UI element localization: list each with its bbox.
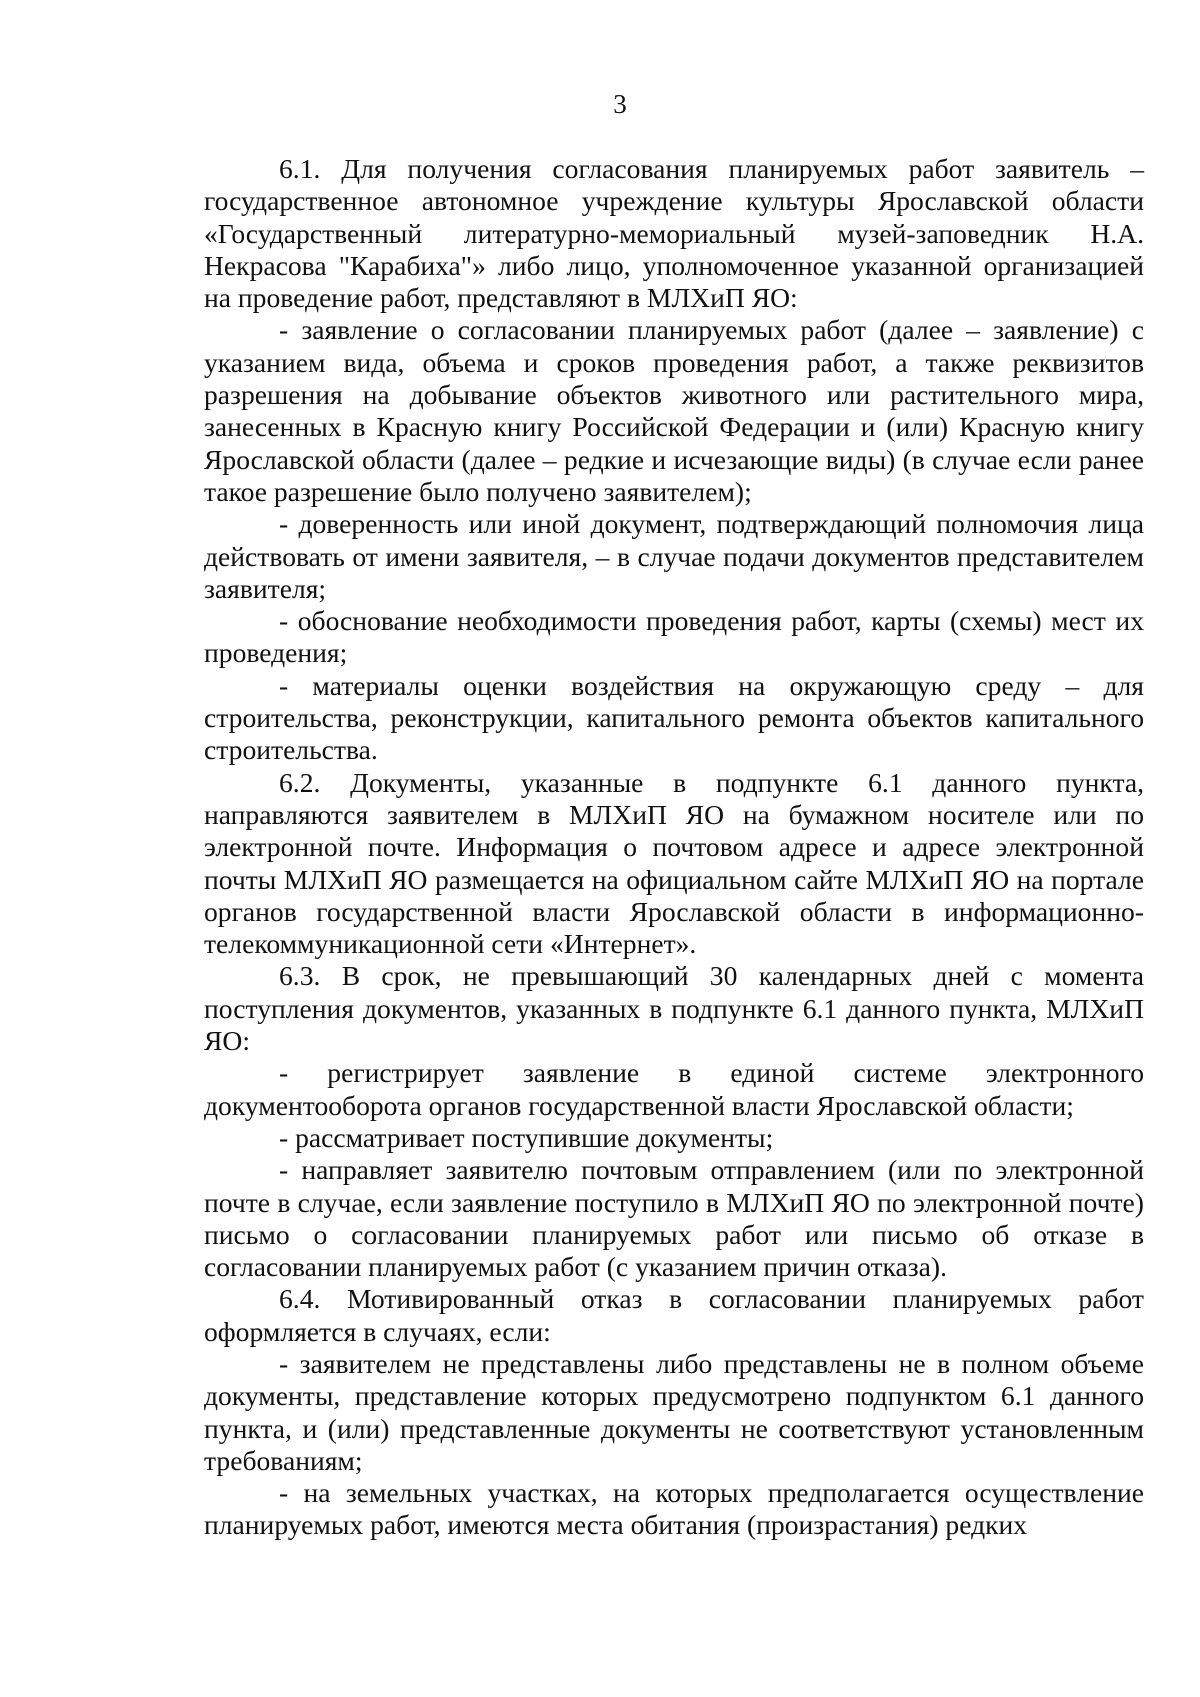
list-item-power-of-attorney: - доверенность или иной документ, подтверждающий полномочия лица действовать от имени заявителя, – в случае подачи документов представителем заявителя; [204,508,1144,604]
document-body [204,153,1144,1542]
paragraph-6-4: 6.4. Мотивированный отказ в согласовании планируемых работ оформляется в случаях, если: [204,1283,1144,1347]
list-item-reviews: - рассматривает поступившие документы; [279,1121,774,1153]
list-item-impact-assessment: - материалы оценки воздействия на окружающую среду – для строительства, реконструкции, капитального ремонта объектов капитального строительства. [204,669,1144,766]
list-item-application: - заявление о согласовании планируемых работ (далее – заявление) с указанием вида, объема и сроков проведения работ, а также реквизитов разрешения на добывание объектов животного или растительного мира, занесенных в Красную книгу Российской Федерации и (или) Красную книгу Ярославской области (далее – редкие и исчезающие виды) (в случае если ранее такое разрешение было получено заявителем); [204,314,1144,507]
list-item-habitats: - на земельных участках, на которых предполагается осуществление планируемых работ, имеются места обитания (произрастания) редких [204,1477,1144,1541]
paragraph-6-3: 6.3. В срок, не превышающий 30 календарных дней с момента поступления документов, указанных в подпункте 6.1 данного пункта, МЛХиП ЯО: [204,960,1144,1057]
list-item-incomplete-documents: - заявителем не представлены либо представлены не в полном объеме документы, представление которых предусмотрено подпунктом 6.1 данного пункта, и (или) представленные документы не соответствуют установленным требованиям; [204,1347,1144,1476]
paragraph-6-1: 6.1. Для получения согласования планируемых работ заявитель – государственное автономное учреждение культуры Ярославской области «Государственный литературно-мемориальный музей-заповедник Н.А. Некрасова "Карабиха"» либо лицо, уполномоченное указанной организацией на проведение работ, представляют в МЛХиП ЯО: [204,153,1144,314]
list-item-registers: - регистрирует заявление в единой системе электронного документооборота органов государственной власти Ярославской области; [204,1057,1144,1121]
paragraph-6-2: 6.2. Документы, указанные в подпункте 6.1 данного пункта, направляются заявителем в МЛХиП ЯО на бумажном носителе или по электронной почте. Информация о почтовом адресе и адресе электронной почты МЛХиП ЯО размещается на официальном сайте МЛХиП ЯО на портале органов государственной власти Ярославской области в информационно-телекоммуникационной сети «Интернет». [204,766,1144,960]
list-item-sends-letter: - направляет заявителю почтовым отправлением (или по электронной почте в случае, если заявление поступило в МЛХиП ЯО по электронной почте) письмо о согласовании планируемых работ или письмо об отказе в согласовании планируемых работ (с указанием причин отказа). [204,1154,1144,1283]
page-number: 3 [613,89,627,119]
list-item-justification: - обоснование необходимости проведения работ, карты (схемы) мест их проведения; [204,605,1144,669]
